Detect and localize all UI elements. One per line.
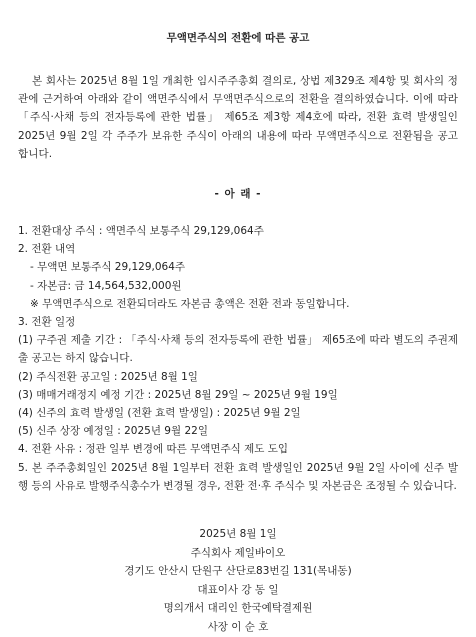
footer-agent-ceo: 사장 이 순 호	[207, 621, 269, 634]
notice-footer	[18, 525, 458, 637]
item-1: 1. 전환대상 주식 : 액면주식 보통주식 29,129,064주	[18, 225, 264, 238]
item-3-sub-2: (2) 주식전환 공고일 : 2025년 8월 1일	[18, 370, 198, 383]
item-2-sub-2: - 자본금: 금 14,564,532,000원	[30, 279, 182, 292]
item-3-sub-3: (3) 매매거래정지 예정 기간 : 2025년 8월 29일 ~ 2025년 9월 19일	[18, 388, 338, 401]
item-3: 3. 전환 일정	[18, 316, 76, 329]
item-2: 2. 전환 내역	[18, 243, 76, 256]
footer-address: 경기도 안산시 단원구 산단로83번길 131(목내동)	[124, 565, 352, 578]
footer-transfer-agent: 명의개서 대리인 한국예탁결제원	[163, 602, 313, 615]
notice-items	[18, 222, 458, 495]
notice-heading: - 아 래 -	[214, 188, 262, 201]
intro-paragraph: 본 회사는 2025년 8월 1일 개최한 임시주주총회 결의로, 상법 제329조 제4항 및 회사의 정관에 근거하여 아래와 같이 액면주식에서 무액면주식으로의 전환을 결의하였습니다. 이에 따라 「주식·사채 등의 전자등록에 관한 법률」 제65조 제3항 제4호에 따라, 전환 효력 발생일인 2025년 9월 2일 각 주주가 보유한 주식이 아래의 내용에 따라 무액면주식으로 전환됨을 공고합니다.	[18, 75, 458, 160]
item-3-sub-4: (4) 신주의 효력 발생일 (전환 효력 발생일) : 2025년 9월 2일	[18, 407, 301, 420]
footer-company: 주식회사 제일바이오	[190, 546, 286, 559]
item-3-sub-5: (5) 신주 상장 예정일 : 2025년 9월 22일	[18, 425, 208, 438]
item-3-sub-1: (1) 구주권 제출 기간 : 「주식·사채 등의 전자등록에 관한 법률」 제65조에 따라 별도의 주권제출 공고는 하지 않습니다.	[18, 334, 458, 365]
footer-ceo: 대표이사 강 동 일	[197, 583, 279, 596]
footer-date: 2025년 8월 1일	[199, 528, 277, 541]
item-2-sub-1: - 무액면 보통주식 29,129,064주	[30, 261, 186, 274]
item-2-note: ※ 무액면주식으로 전환되더라도 자본금 총액은 전환 전과 동일합니다.	[30, 297, 350, 310]
item-4: 4. 전환 사유 : 정관 일부 변경에 따른 무액면주식 제도 도입	[18, 443, 289, 456]
item-5: 5. 본 주주총회일인 2025년 8월 1일부터 전환 효력 발생일인 2025년 9월 2일 사이에 신주 발행 등의 사유로 발행주식총수가 변경될 경우, 전환 전·후 주식수 및 자본금은 조정될 수 있습니다.	[18, 461, 458, 492]
notice-title: 무액면주식의 전환에 따른 공고	[166, 32, 310, 44]
